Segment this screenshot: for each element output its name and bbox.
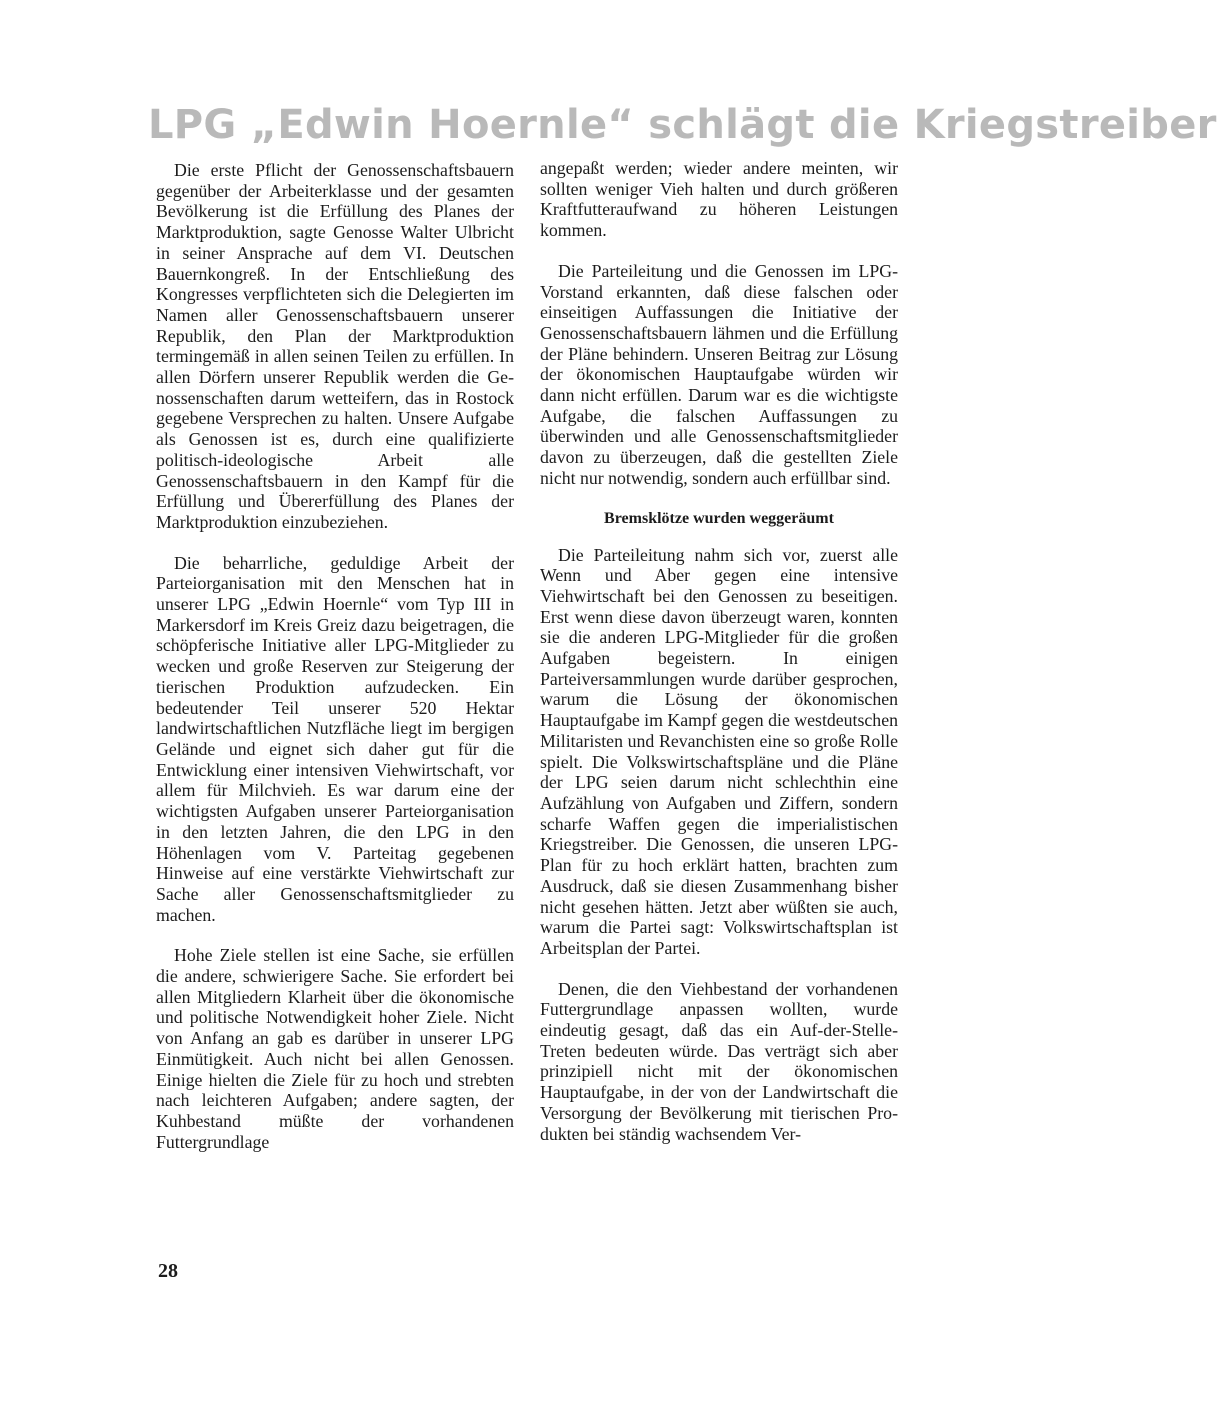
paragraph: angepaßt werden; wieder andere meinten, wir sollten weniger Vieh halten und durch größeren Kraftfutteraufwand zu höheren Leistungen kommen.	[540, 158, 898, 241]
section-subheading: Bremsklötze wurden weggeräumt	[604, 509, 834, 527]
article-title: LPG „Edwin Hoernle“ schlägt die Kriegstreiber	[148, 102, 1217, 148]
paragraph: Die beharrliche, geduldige Arbeit der Parteiorganisation mit den Menschen hat in unserer LPG „Edwin Hoernle“ vom Typ III in Markersdorf im Kreis Greiz dazu beigetragen, die schöpferische Initiative aller LPG-Mitglieder zu wecken und große Reserven zur Steigerung der tierischen Produktion aufzudecken. Ein bedeutender Teil unserer 520 Hektar landwirtschaftlichen Nutzfläche liegt im bergigen Gelände und eignet sich daher gut für die Entwicklung einer intensiven Viehwirtschaft, vor allem für Milchvieh. Es war darum eine der wichtigsten Aufgaben unserer Parteiorganisation in den letzten Jahren, die den LPG in den Höhenlagen vom V. Parteitag gegebenen Hinweise auf eine verstärkte Viehwirtschaft zur Sache aller Genossenschaftsmitglieder zu machen.	[156, 552, 514, 925]
paragraph: Die Parteileitung und die Genossen im LPG-Vorstand erkannten, daß diese falschen oder einseitigen Auffassungen die Initiative der Genossenschaftsbauern lähmen und die Erfüllung der Pläne behindern. Unseren Beitrag zur Lösung der ökonomischen Hauptaufgabe würden wir dann nicht erfüllen. Darum war es die wichtigste Aufgabe, die falschen Auffassungen zu überwinden und alle Genossenschaftsmitglieder davon zu überzeugen, daß die gestellten Ziele nicht nur notwendig, sondern auch erfüllbar sind.	[540, 260, 898, 488]
page-number: 28	[158, 1260, 178, 1282]
paragraph: Hohe Ziele stellen ist eine Sache, sie erfüllen die andere, schwierigere Sache. Sie erfordert bei allen Mitgliedern Klarheit über die ökonomische und politische Notwendigkeit hoher Ziele. Nicht von Anfang an gab es darüber in unserer LPG Einmütigkeit. Auch nicht bei allen Genossen. Einige hielten die Ziele für zu hoch und strebten nach leichteren Aufgaben; andere sagten, der Kuhbestand müßte der vorhandenen Futtergrundlage	[156, 945, 514, 1152]
paragraph: Die erste Pflicht der Genossenschaftsbauern gegenüber der Arbeiterklasse und der gesamten Bevölkerung ist die Erfüllung des Planes der Marktproduktion, sagte Genosse Walter Ulbricht in seiner Ansprache auf dem VI. Deutschen Bauernkongreß. In der Entschließung des Kongresses verpflichteten sich die Delegierten im Namen aller Genossenschaftsbauern unserer Republik, den Plan der Marktproduktion termingemäß in allen seinen Teilen zu erfüllen. In allen Dörfern unserer Republik werden die Genossenschaften darum wetteifern, das in Rostock gegebene Versprechen zu halten. Unsere Aufgabe als Genossen ist es, durch eine qualifizierte politisch-ideologische Arbeit alle Genossenschaftsbauern in den Kampf für die Erfüllung und Übererfüllung des Planes der Marktproduktion einzubeziehen.	[156, 160, 514, 532]
right-column	[540, 158, 898, 1164]
left-column	[156, 160, 514, 1172]
paragraph: Die Parteileitung nahm sich vor, zuerst alle Wenn und Aber gegen eine intensive Viehwirtschaft bei den Genossen zu beseitigen. Erst wenn diese davon überzeugt waren, konnten sie die anderen LPG-Mitglieder für die großen Aufgaben begeistern. In einigen Parteiversammlungen wurde darüber gesprochen, warum die Lösung der ökonomischen Hauptaufgabe im Kampf gegen die westdeutschen Militaristen und Revanchisten eine so große Rolle spielt. Die Volkswirtschaftspläne und die Pläne der LPG seien darum nicht schlechthin eine Aufzählung von Aufgaben und Ziffern, sondern scharfe Waffen gegen die imperialistischen Kriegstreiber. Die Genossen, die unseren LPG-Plan für zu hoch erklärt hatten, brachten zum Ausdruck, daß sie diesen Zusammenhang bisher nicht gesehen hätten. Jetzt aber wüßten sie auch, warum die Partei sagt: Volkswirtschaftsplan ist Arbeitsplan der Partei.	[540, 544, 898, 958]
paragraph: Denen, die den Viehbestand der vorhandenen Futtergrundlage anpassen wollten, wurde eindeutig gesagt, daß das ein Auf-der-Stelle-Treten bedeuten würde. Das verträgt sich aber prinzipiell nicht mit der ökonomischen Hauptaufgabe, in der von der Landwirtschaft die Versorgung der Bevölkerung mit tierischen Produkten bei ständig wachsendem Ver-	[540, 978, 898, 1144]
